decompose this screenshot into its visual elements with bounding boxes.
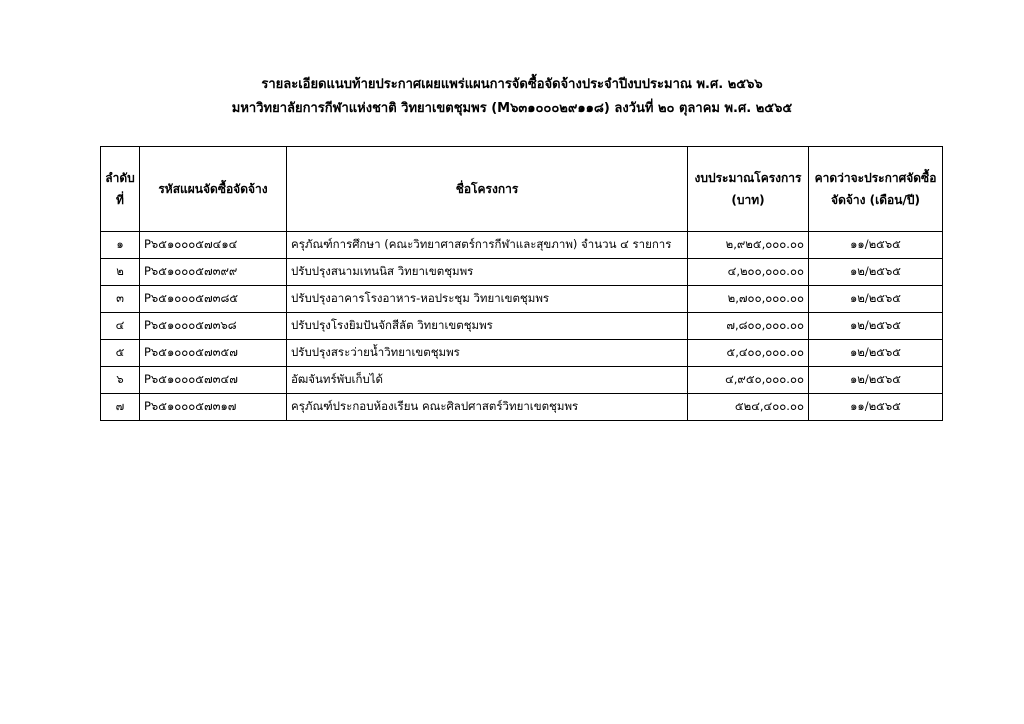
document-title-line-2: มหาวิทยาลัยการกีฬาแห่งชาติ วิทยาเขตชุมพร (M๖๓๑๐๐๐๒๙๑๑๘) ลงวันที่ ๒๐ ตุลาคม พ.ศ. ๒๕๖๕ xyxy=(231,101,793,116)
cell-project-name: ปรับปรุงสระว่ายน้ำวิทยาเขตชุมพร xyxy=(287,340,688,367)
cell-sequence: ๗ xyxy=(101,394,140,421)
header-plan-code: รหัสแผนจัดซื้อจัดจ้าง xyxy=(140,147,287,232)
cell-plan-code: P๖๕๑๐๐๐๕๗๔๑๔ xyxy=(140,232,287,259)
cell-budget: ๗,๘๐๐,๐๐๐.๐๐ xyxy=(688,313,809,340)
cell-project-name: ครุภัณฑ์การศึกษา (คณะวิทยาศาสตร์การกีฬาและสุขภาพ) จำนวน ๔ รายการ xyxy=(287,232,688,259)
cell-sequence: ๔ xyxy=(101,313,140,340)
table-row xyxy=(101,340,943,367)
cell-expected-month: ๑๒/๒๕๖๕ xyxy=(809,340,943,367)
cell-project-name: ครุภัณฑ์ประกอบห้องเรียน คณะศิลปศาสตร์วิทยาเขตชุมพร xyxy=(287,394,688,421)
cell-plan-code: P๖๕๑๐๐๐๕๗๓๙๙ xyxy=(140,259,287,286)
cell-plan-code: P๖๕๑๐๐๐๕๗๓๘๕ xyxy=(140,286,287,313)
cell-plan-code: P๖๕๑๐๐๐๕๗๓๖๘ xyxy=(140,313,287,340)
cell-budget: ๔,๒๐๐,๐๐๐.๐๐ xyxy=(688,259,809,286)
table-header-row xyxy=(101,147,943,232)
cell-sequence: ๓ xyxy=(101,286,140,313)
cell-expected-month: ๑๒/๒๕๖๕ xyxy=(809,286,943,313)
cell-plan-code: P๖๕๑๐๐๐๕๗๓๑๗ xyxy=(140,394,287,421)
cell-plan-code: P๖๕๑๐๐๐๕๗๓๕๗ xyxy=(140,340,287,367)
table-row xyxy=(101,313,943,340)
document-title-line-1: รายละเอียดแนบท้ายประกาศเผยแพร่แผนการจัดซื้อจัดจ้างประจำปีงบประมาณ พ.ศ. ๒๕๖๖ xyxy=(261,77,763,92)
cell-sequence: ๒ xyxy=(101,259,140,286)
cell-sequence: ๑ xyxy=(101,232,140,259)
table-row xyxy=(101,394,943,421)
header-expected-month: คาดว่าจะประกาศจัดซื้อจัดจ้าง (เดือน/ปี) xyxy=(809,147,943,232)
cell-sequence: ๕ xyxy=(101,340,140,367)
cell-expected-month: ๑๑/๒๕๖๕ xyxy=(809,232,943,259)
table-row xyxy=(101,286,943,313)
cell-project-name: ปรับปรุงอาคารโรงอาหาร-หอประชุม วิทยาเขตชุมพร xyxy=(287,286,688,313)
cell-expected-month: ๑๒/๒๕๖๕ xyxy=(809,313,943,340)
table-row xyxy=(101,367,943,394)
cell-budget: ๕๒๔,๔๐๐.๐๐ xyxy=(688,394,809,421)
cell-budget: ๒,๗๐๐,๐๐๐.๐๐ xyxy=(688,286,809,313)
header-sequence: ลำดับที่ xyxy=(101,147,140,232)
header-project-name: ชื่อโครงการ xyxy=(287,147,688,232)
cell-project-name: ปรับปรุงโรงยิมปันจักสีลัต วิทยาเขตชุมพร xyxy=(287,313,688,340)
cell-budget: ๕,๔๐๐,๐๐๐.๐๐ xyxy=(688,340,809,367)
cell-project-name: ปรับปรุงสนามเทนนิส วิทยาเขตชุมพร xyxy=(287,259,688,286)
cell-budget: ๔,๙๕๐,๐๐๐.๐๐ xyxy=(688,367,809,394)
cell-project-name: อัฒจันทร์พับเก็บได้ xyxy=(287,367,688,394)
cell-plan-code: P๖๕๑๐๐๐๕๗๓๔๗ xyxy=(140,367,287,394)
table-row xyxy=(101,232,943,259)
header-budget: งบประมาณโครงการ (บาท) xyxy=(688,147,809,232)
cell-budget: ๒,๙๒๕,๐๐๐.๐๐ xyxy=(688,232,809,259)
cell-expected-month: ๑๒/๒๕๖๕ xyxy=(809,259,943,286)
table-row xyxy=(101,259,943,286)
cell-expected-month: ๑๒/๒๕๖๕ xyxy=(809,367,943,394)
procurement-plan-table xyxy=(100,146,943,421)
cell-expected-month: ๑๑/๒๕๖๕ xyxy=(809,394,943,421)
cell-sequence: ๖ xyxy=(101,367,140,394)
